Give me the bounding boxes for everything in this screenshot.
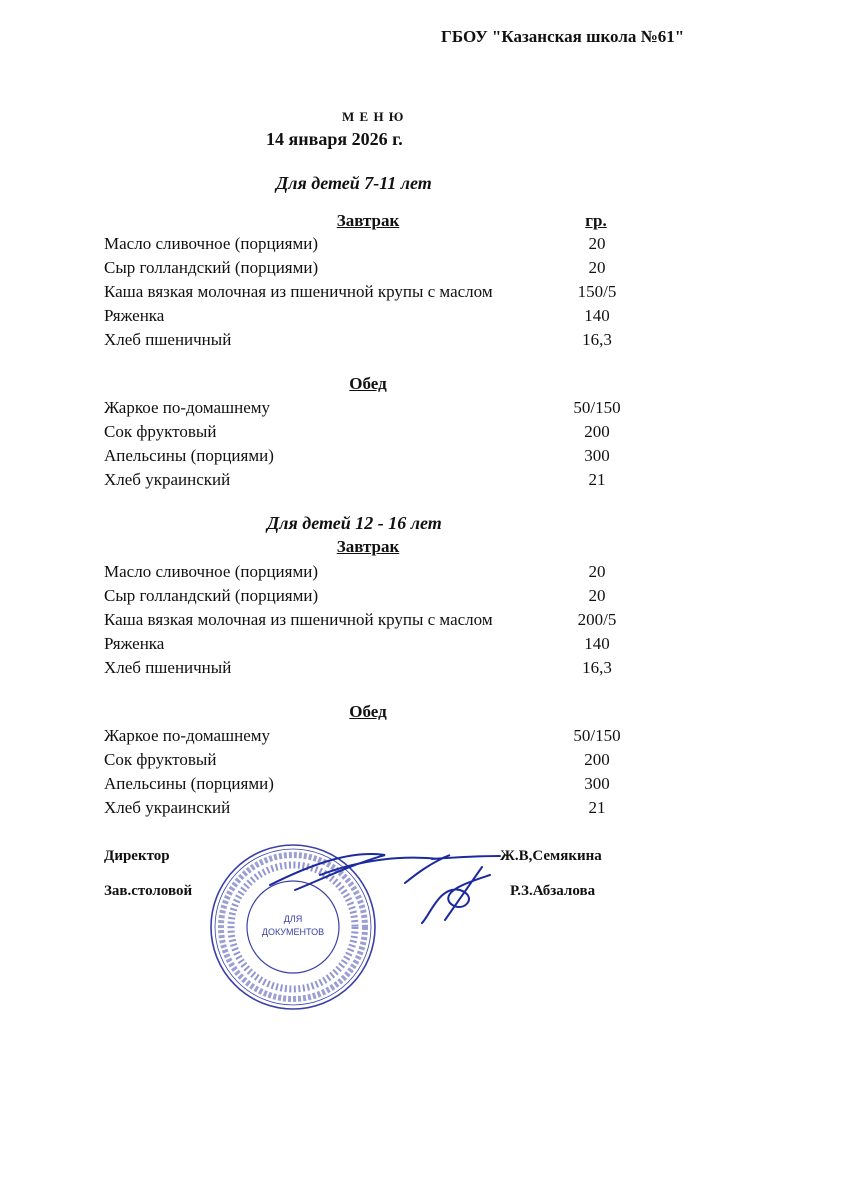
dish-grams: 20: [588, 586, 606, 605]
dish-grams: 20: [588, 234, 606, 253]
stamp-text-line1: ДЛЯ: [283, 914, 303, 924]
dish-name: Масло сливочное (порциями): [104, 234, 318, 253]
dish-name: Хлеб украинский: [104, 470, 231, 489]
dish-name: Каша вязкая молочная из пшеничной крупы с маслом: [104, 282, 493, 301]
dish-name: Жаркое по-домашнему: [104, 726, 271, 745]
meal-heading: Обед: [349, 702, 387, 721]
dish-grams: 21: [588, 470, 606, 489]
dish-grams: 200/5: [577, 610, 617, 629]
dish-name: Ряженка: [104, 306, 165, 325]
dish-name: Сыр голландский (порциями): [104, 258, 319, 277]
dish-name: Апельсины (порциями): [104, 774, 274, 793]
menu-date: 14 января 2026 г.: [266, 129, 403, 149]
meal-heading: Обед: [349, 374, 387, 393]
dish-name: Каша вязкая молочная из пшеничной крупы с маслом: [104, 610, 493, 629]
canteen-head-name: Р.З.Абзалова: [510, 883, 596, 899]
dish-grams: 200: [584, 750, 610, 769]
dish-name: Хлеб пшеничный: [104, 330, 232, 349]
signatures-ink: [200, 835, 520, 935]
stamp-text-line2: ДОКУМЕНТОВ: [261, 927, 325, 937]
dish-grams: 20: [588, 258, 606, 277]
dish-grams: 50/150: [573, 398, 621, 417]
dish-name: Масло сливочное (порциями): [104, 562, 318, 581]
dish-grams: 140: [584, 634, 610, 653]
document-title: М Е Н Ю: [342, 109, 405, 124]
age-group-label: Для детей 12 - 16 лет: [267, 513, 442, 533]
dish-grams: 20: [588, 562, 606, 581]
director-role: Директор: [104, 848, 170, 864]
dish-grams: 16,3: [582, 658, 612, 677]
organization-header: ГБОУ "Казанская школа №61": [441, 27, 685, 46]
dish-grams: 300: [584, 774, 610, 793]
dish-grams: 200: [584, 422, 610, 441]
age-group-label: Для детей 7-11 лет: [276, 173, 432, 193]
dish-name: Жаркое по-домашнему: [104, 398, 271, 417]
director-name: Ж.В,Семякина: [500, 848, 602, 864]
dish-grams: 16,3: [582, 330, 612, 349]
meal-heading: Завтрак: [336, 211, 400, 230]
dish-grams: 300: [584, 446, 610, 465]
dish-name: Сыр голландский (порциями): [104, 586, 319, 605]
dish-name: Хлеб пшеничный: [104, 658, 232, 677]
canteen-head-role: Зав.столовой: [104, 883, 193, 899]
units-heading: гр.: [585, 211, 607, 230]
dish-grams: 140: [584, 306, 610, 325]
dish-name: Хлеб украинский: [104, 798, 231, 817]
canteen-head-signature: [422, 867, 490, 923]
dish-grams: 50/150: [573, 726, 621, 745]
dish-name: Ряженка: [104, 634, 165, 653]
meal-heading: Завтрак: [336, 537, 400, 556]
dish-name: Сок фруктовый: [104, 422, 217, 441]
dish-name: Апельсины (порциями): [104, 446, 274, 465]
dish-grams: 21: [588, 798, 606, 817]
dish-grams: 150/5: [577, 282, 617, 301]
dish-name: Сок фруктовый: [104, 750, 217, 769]
